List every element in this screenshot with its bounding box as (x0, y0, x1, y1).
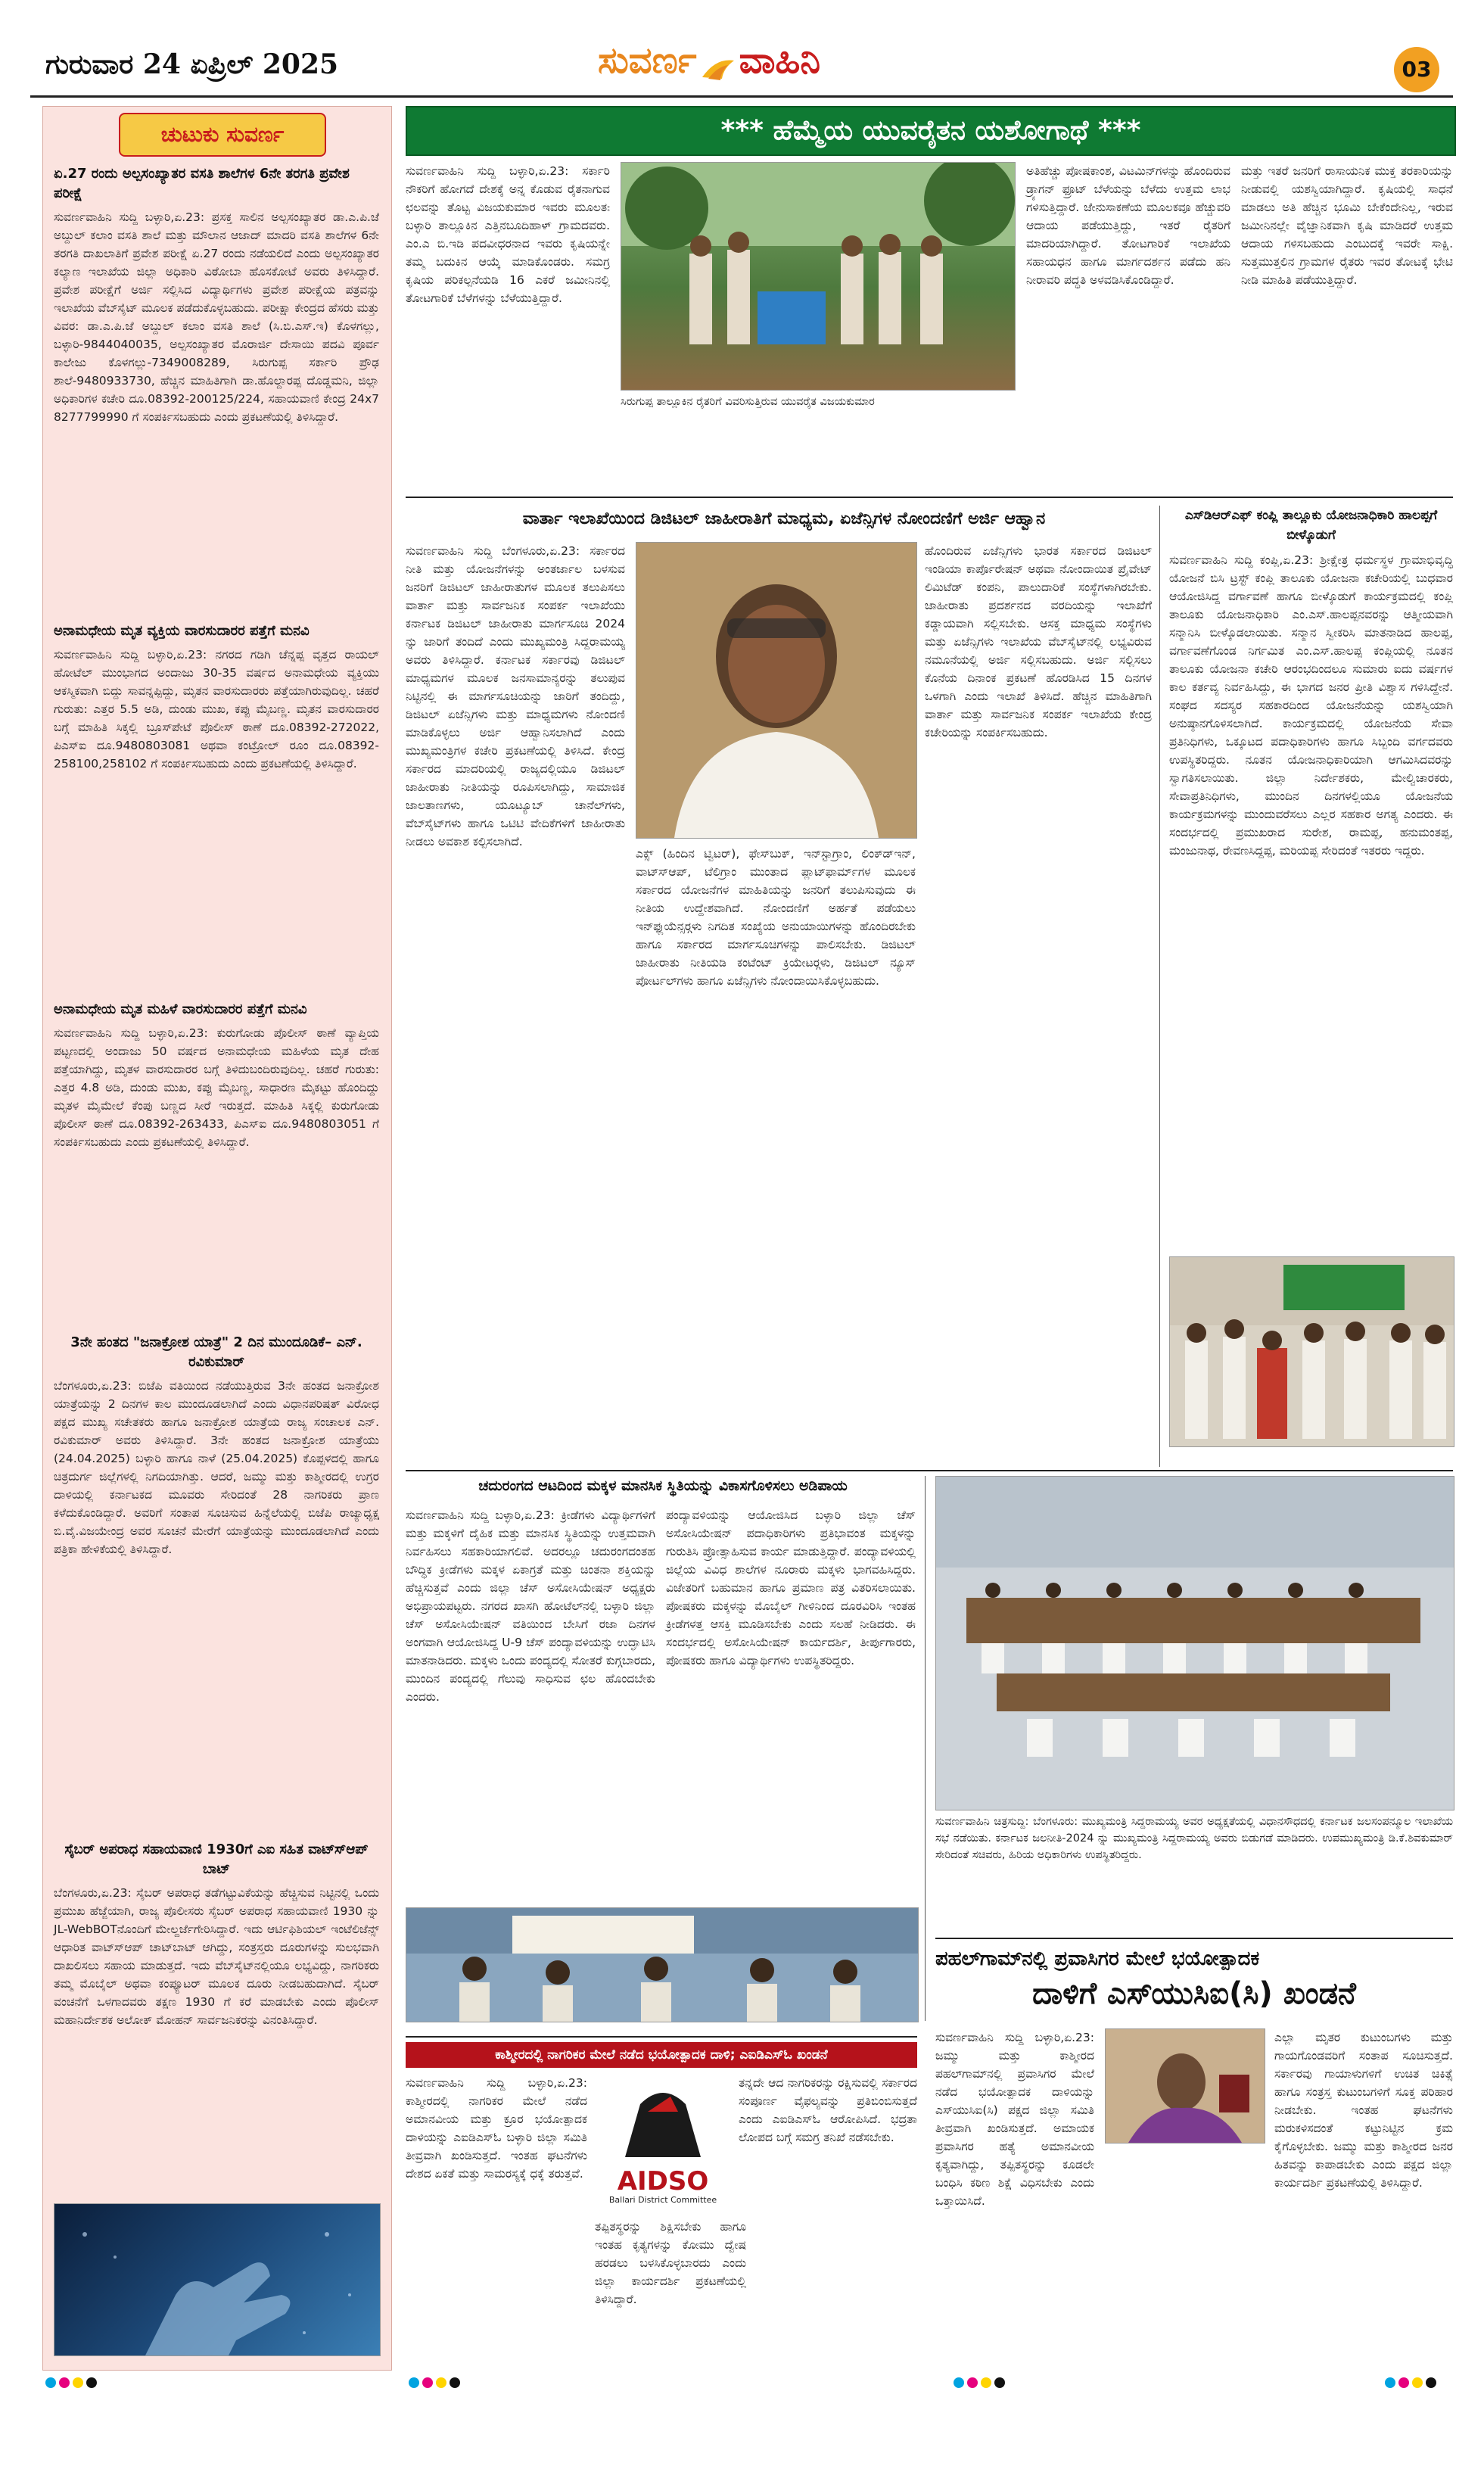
section-rule (935, 1938, 1453, 1939)
logo-flame-icon (701, 56, 736, 83)
chess-col2: ಪಂದ್ಯಾವಳಿಯನ್ನು ಆಯೋಜಿಸಿದ ಬಳ್ಳಾರಿ ಜಿಲ್ಲಾ ಚೆಸ್ ಅಸೋಸಿಯೇಷನ್ ಪದಾಧಿಕಾರಿಗಳು ಪ್ರತಿಭಾವಂತ ಮಕ್ಕಳನ್ನು ಗುರುತಿಸಿ ಪ್ರೋತ್ಸಾಹಿಸುವ ಕಾರ್ಯ ಮಾಡುತ್ತಿದ್ದಾರೆ. ಪಂದ್ಯಾವಳಿಯಲ್ಲಿ ಜಿಲ್ಲೆಯ ವಿವಿಧ ಶಾಲೆಗಳ ನೂರಾರು ಮಕ್ಕಳು ಭಾಗವಹಿಸಿದ್ದರು. ವಿಜೇತರಿಗೆ ಬಹುಮಾನ ಹಾಗೂ ಪ್ರಮಾಣ ಪತ್ರ ವಿತರಿಸಲಾಯಿತು. ಪೋಷಕರು ಮಕ್ಕಳನ್ನು ಮೊಬೈಲ್ ಗೀಳಿನಿಂದ ದೂರವಿರಿಸಿ ಇಂತಹ ಕ್ರೀಡೆಗಳತ್ತ ಆಸಕ್ತಿ ಮೂಡಿಸಬೇಕು ಎಂದು ಸಲಹೆ ನೀಡಿದರು. ಈ ಸಂದರ್ಭದಲ್ಲಿ ಅಸೋಸಿಯೇಷನ್ ಕಾರ್ಯದರ್ಶಿ, ತೀರ್ಪುಗಾರರು, ಪೋಷಕರು ಹಾಗೂ ವಿದ್ಯಾರ್ಥಿಗಳು ಉಪಸ್ಥಿತರಿದ್ದರು. (666, 1508, 916, 1667)
sidebar-article (54, 1333, 379, 1558)
sidebar-title-badge (119, 113, 326, 157)
pahalgam-body-left: ಸುವರ್ಣವಾಹಿನಿ ಸುದ್ದಿ ಬಳ್ಳಾರಿ,ಏ.23: ಜಮ್ಮು ಮತ್ತು ಕಾಶ್ಮೀರದ ಪಹಲ್‍ಗಾಮ್‍ನಲ್ಲಿ ಪ್ರವಾಸಿಗರ ಮೇಲೆ ನಡೆದ ಭಯೋತ್ಪಾದಕ ದಾಳಿಯನ್ನು ಎಸ್‍ಯುಸಿಐ(ಸಿ) ಪಕ್ಷದ ಜಿಲ್ಲಾ ಸಮಿತಿ ತೀವ್ರವಾಗಿ ಖಂಡಿಸುತ್ತದೆ. ಅಮಾಯಕ ಪ್ರವಾಸಿಗರ ಹತ್ಯೆ ಅಮಾನವೀಯ ಕೃತ್ಯವಾಗಿದ್ದು, ತಪ್ಪಿತಸ್ಥರನ್ನು ಕೂಡಲೇ ಬಂಧಿಸಿ ಕಠಿಣ ಶಿಕ್ಷೆ ವಿಧಿಸಬೇಕು ಎಂದು ಒತ್ತಾಯಿಸಿದೆ. (935, 2031, 1094, 2208)
registration-dots-mid (954, 2377, 1008, 2391)
sidebar-headline: 3ನೇ ಹಂತದ "ಜನಾಕ್ರೋಶ ಯಾತ್ರೆ" 2 ದಿನ ಮುಂದೂಡಿಕೆ– ಎನ್. ರವಿಕುಮಾರ್ (70, 1334, 362, 1370)
chess-headline-box (406, 1476, 920, 1496)
feature-left-text: ಸುವರ್ಣವಾಹಿನಿ ಸುದ್ದಿ ಬಳ್ಳಾರಿ,ಏ.23: ಸರ್ಕಾರಿ ನೌಕರಿಗೆ ಹೋಗದೆ ದೇಶಕ್ಕೆ ಅನ್ನ ಕೊಡುವ ರೈತನಾಗುವ ಛಲವನ್ನು ತೊಟ್ಟ ವಿಜಯಕುಮಾರ ಇವರು ಮೂಲತಃ ಬಳ್ಳಾರಿ ತಾಲ್ಲೂಕಿನ ಎತ್ತಿನಬೂದಿಹಾಳ್ ಗ್ರಾಮದವರು. ಎಂ.ಎ ಬಿ.ಇಡಿ ಪದವೀಧರನಾದ ಇವರು ಕೃಷಿಯನ್ನೇ ತಮ್ಮ ಬದುಕಿನ ಆಯ್ಕೆ ಮಾಡಿಕೊಂಡರು. ಸಮಗ್ರ ಕೃಷಿಯ ಪರಿಕಲ್ಪನೆಯಡಿ 16 ಎಕರೆ ಜಮೀನಿನಲ್ಲಿ ತೋಟಗಾರಿಕೆ ಬೆಳೆಗಳನ್ನು ಬೆಳೆಯುತ್ತಿದ್ದಾರೆ. (406, 164, 610, 305)
sidebar-title: ಚುಟುಕು ಸುವರ್ಣ (160, 122, 285, 147)
cm-article-headline-box (406, 506, 1162, 536)
aidso-col2: ತನ್ನದೇ ಆದ ನಾಗರಿಕರನ್ನು ರಕ್ಷಿಸುವಲ್ಲಿ ಸರ್ಕಾರದ ಸಂಪೂರ್ಣ ವೈಫಲ್ಯವನ್ನು ಪ್ರತಿಬಿಂಬಿಸುತ್ತದೆ ಎಂದು ಎಐಡಿಎಸ್‍ಓ ಆರೋಪಿಸಿದೆ. ಭದ್ರತಾ ಲೋಪದ ಬಗ್ಗೆ ಸಮಗ್ರ ತನಿಖೆ ನಡೆಸಬೇಕು. (739, 2076, 917, 2144)
feature-right-text: ಅತಿಹೆಚ್ಚು ಪೋಷಕಾಂಶ, ವಿಟಮಿನ್‍ಗಳನ್ನು ಹೊಂದಿರುವ ಡ್ರ್ಯಾಗನ್ ಫ್ರೂಟ್ ಬೆಳೆಯನ್ನು ಬೆಳೆದು ಉತ್ತಮ ಲಾಭ ಗಳಿಸುತ್ತಿದ್ದಾರೆ. ಜೇನುಸಾಕಣೆಯ ಮೂಲಕವೂ ಹೆಚ್ಚುವರಿ ಆದಾಯ ಪಡೆಯುತ್ತಿದ್ದು, ಇತರೆ ರೈತರಿಗೆ ಮಾದರಿಯಾಗಿದ್ದಾರೆ. ತೋಟಗಾರಿಕೆ ಇಲಾಖೆಯ ಸಹಾಯಧನ ಹಾಗೂ ಮಾರ್ಗದರ್ಶನ ಪಡೆದು ಹನಿ ನೀರಾವರಿ ಪದ್ಧತಿ ಅಳವಡಿಸಿಕೊಂಡಿದ್ದಾರೆ. (1026, 164, 1230, 287)
sidebar-headline: ಏ.27 ರಂದು ಅಲ್ಪಸಂಖ್ಯಾತರ ವಸತಿ ಶಾಲೆಗಳ 6ನೇ ತರಗತಿ ಪ್ರವೇಶ ಪರೀಕ್ಷೆ (54, 166, 350, 201)
column-divider (925, 1476, 926, 2021)
chess-col1: ಸುವರ್ಣವಾಹಿನಿ ಸುದ್ದಿ ಬಳ್ಳಾರಿ,ಏ.23: ಕ್ರೀಡೆಗಳು ವಿದ್ಯಾರ್ಥಿಗಳಿಗೆ ಮತ್ತು ಮಕ್ಕಳಿಗೆ ದೈಹಿಕ ಮತ್ತು ಮಾನಸಿಕ ಸ್ಥಿತಿಯನ್ನು ಉತ್ತಮವಾಗಿ ನಿರ್ವಹಿಸಲು ಸಹಕಾರಿಯಾಗಲಿವೆ. ಅದರಲ್ಲೂ ಚದುರಂಗದಂತಹ ಬೌದ್ಧಿಕ ಕ್ರೀಡೆಗಳು ಮಕ್ಕಳ ಏಕಾಗ್ರತೆ ಮತ್ತು ಚಿಂತನಾ ಶಕ್ತಿಯನ್ನು ಹೆಚ್ಚಿಸುತ್ತವೆ ಎಂದು ಜಿಲ್ಲಾ ಚೆಸ್ ಅಸೋಸಿಯೇಷನ್ ಅಧ್ಯಕ್ಷರು ಅಭಿಪ್ರಾಯಪಟ್ಟರು. ನಗರದ ಖಾಸಗಿ ಹೋಟೆಲ್‍ನಲ್ಲಿ ಬಳ್ಳಾರಿ ಜಿಲ್ಲಾ ಚೆಸ್ ಅಸೋಸಿಯೇಷನ್ ವತಿಯಿಂದ ಬೇಸಿಗೆ ರಜಾ ದಿನಗಳ ಅಂಗವಾಗಿ ಆಯೋಜಿಸಿದ್ದ U-9 ಚೆಸ್ ಪಂದ್ಯಾವಳಿಯನ್ನು ಉದ್ಘಾಟಿಸಿ ಮಾತನಾಡಿದರು. ಮಕ್ಕಳು ಒಂದು ಪಂದ್ಯದಲ್ಲಿ ಸೋತರೆ ಕುಗ್ಗಬಾರದು, ಮುಂದಿನ ಪಂದ್ಯದಲ್ಲಿ ಗೆಲುವು ಸಾಧಿಸುವ ಛಲ ಹೊಂದಬೇಕು ಎಂದರು. (406, 1508, 655, 1704)
column-divider (1159, 506, 1160, 1467)
feature-banner-title: *** ಹೆಮ್ಮೆಯ ಯುವರೈತನ ಯಶೋಗಾಥೆ *** (720, 115, 1141, 146)
cm-article-col2: ಎಕ್ಸ್ (ಹಿಂದಿನ ಟ್ವಿಟರ್), ಫೇಸ್‍ಬುಕ್, ಇನ್‍ಸ್ಟಾಗ್ರಾಂ, ಲಿಂಕ್ಡ್‍ಇನ್, ವಾಟ್ಸ್‍ಆಪ್, ಟೆಲಿಗ್ರಾಂ ಮುಂತಾದ ಪ್ಲಾಟ್‍ಫಾರ್ಮ್‍ಗಳ ಮೂಲಕ ಸರ್ಕಾರದ ಯೋಜನೆಗಳ ಮಾಹಿತಿಯನ್ನು ಜನರಿಗೆ ತಲುಪಿಸುವುದು ಈ ನೀತಿಯ ಉದ್ದೇಶವಾಗಿದೆ. ನೋಂದಣಿಗೆ ಅರ್ಹತೆ ಪಡೆಯಲು ಇನ್‍ಫ್ಲುಯೆನ್ಸರ್‍ಗಳು ನಿಗದಿತ ಸಂಖ್ಯೆಯ ಅನುಯಾಯಿಗಳನ್ನು ಹೊಂದಿರಬೇಕು ಹಾಗೂ ಸರ್ಕಾರದ ಮಾರ್ಗಸೂಚಿಗಳನ್ನು ಪಾಲಿಸಬೇಕು. ಡಿಜಿಟಲ್ ಜಾಹೀರಾತು ನೀತಿಯಡಿ ಕಂಟೆಂಟ್ ಕ್ರಿಯೇಟರ್‍ಗಳು, ಡಿಜಿಟಲ್ ನ್ಯೂಸ್ ಪೋರ್ಟಲ್‍ಗಳು ಹಾಗೂ ಏಜೆನ್ಸಿಗಳು ನೋಂದಾಯಿಸಿಕೊಳ್ಳಬಹುದು. (636, 847, 916, 988)
kampli-article (1169, 506, 1453, 860)
sidebar-headline: ಅನಾಮಧೇಯ ಮೃತ ಮಹಿಳೆ ವಾರಸುದಾರರ ಪತ್ತೆಗೆ ಮನವಿ (54, 1001, 307, 1017)
logo-left: ಸುವರ್ಣ (598, 39, 697, 82)
sidebar-body: ಸುವರ್ಣವಾಹಿನಿ ಸುದ್ದಿ ಬಳ್ಳಾರಿ,ಏ.23: ನಗರದ ಗಡಿಗಿ ಚೆನ್ನಪ್ಪ ವೃತ್ತದ ರಾಯಲ್ ಹೋಟೆಲ್ ಮುಂಭಾಗದ ಅಂದಾಜು 30-35 ವರ್ಷದ ಅನಾಮಧೇಯ ವ್ಯಕ್ತಿಯು ಆಕಸ್ಮಿಕವಾಗಿ ಬಿದ್ದು ಸಾವನ್ನಪ್ಪಿದ್ದು, ಮೃತನ ವಾರಸುದಾರರು ಪತ್ತೆಯಾಗಿರುವುದಿಲ್ಲ. ಚಹರೆ ಗುರುತು: ಎತ್ತರ 5.5 ಅಡಿ, ದುಂಡು ಮುಖ, ಕಪ್ಪು ಮೈಬಣ್ಣ. ಮೃತನ ವಾರಸುದಾರರ ಬಗ್ಗೆ ಮಾಹಿತಿ ಸಿಕ್ಕಲ್ಲಿ ಬ್ರೂಸ್‍ಪೇಟೆ ಪೊಲೀಸ್ ಠಾಣೆ ದೂ.08392-272022, ಪಿಎಸ್‍ಐ ದೂ.9480803081 ಅಥವಾ ಕಂಟ್ರೋಲ್ ರೂಂ ದೂ.08392-258100,258102 ಗೆ ಸಂಪರ್ಕಿಸಬಹುದು ಎಂದು ಪ್ರಕಟಣೆಯಲ್ಲಿ ತಿಳಿಸಿದ್ದಾರೆ. (54, 648, 379, 771)
feature-banner (406, 106, 1456, 156)
sidebar-article (54, 1000, 379, 1151)
aidso-col1: ಸುವರ್ಣವಾಹಿನಿ ಸುದ್ದಿ ಬಳ್ಳಾರಿ,ಏ.23: ಕಾಶ್ಮೀರದಲ್ಲಿ ನಾಗರಿಕರ ಮೇಲೆ ನಡೆದ ಅಮಾನವೀಯ ಮತ್ತು ಕ್ರೂರ ಭಯೋತ್ಪಾದಕ ದಾಳಿಯನ್ನು ಎಐಡಿಎಸ್‍ಓ ಬಳ್ಳಾರಿ ಜಿಲ್ಲಾ ಸಮಿತಿ ತೀವ್ರವಾಗಿ ಖಂಡಿಸುತ್ತದೆ. ಇಂತಹ ಘಟನೆಗಳು ದೇಶದ ಏಕತೆ ಮತ್ತು ಸಾಮರಸ್ಯಕ್ಕೆ ಧಕ್ಕೆ ತರುತ್ತವೆ. (406, 2076, 587, 2181)
farewell-photo (1169, 1256, 1454, 1447)
masthead-logo (598, 39, 820, 85)
pahalgam-kicker: ಪಹಲ್‍ಗಾಮ್‍ನಲ್ಲಿ ಪ್ರವಾಸಿಗರ ಮೇಲೆ ಭಯೋತ್ಪಾದಕ (935, 1947, 1260, 1970)
page-number: 03 (1402, 57, 1432, 82)
sidebar (42, 106, 392, 2371)
sidebar-body: ಬೆಂಗಳೂರು,ಏ.23: ಬಿಜೆಪಿ ವತಿಯಿಂದ ನಡೆಯುತ್ತಿರುವ 3ನೇ ಹಂತದ ಜನಾಕ್ರೋಶ ಯಾತ್ರೆಯನ್ನು 2 ದಿನಗಳ ಕಾಲ ಮುಂದೂಡಲಾಗಿದೆ ಎಂದು ವಿಧಾನಪರಿಷತ್ ವಿರೋಧ ಪಕ್ಷದ ಮುಖ್ಯ ಸಚೇತಕರು ಹಾಗೂ ಜನಾಕ್ರೋಶ ಯಾತ್ರೆಯ ರಾಜ್ಯ ಸಂಚಾಲಕ ಎನ್. ರವಿಕುಮಾರ್ ಅವರು ತಿಳಿಸಿದ್ದಾರೆ. 3ನೇ ಹಂತದ ಜನಾಕ್ರೋಶ ಯಾತ್ರೆಯು (24.04.2025) ಬಳ್ಳಾರಿ ಹಾಗೂ ನಾಳೆ (25.04.2025) ಕೊಪ್ಪಳದಲ್ಲಿ ಹಾಗೂ ಚಿತ್ರದುರ್ಗ ಜಿಲ್ಲೆಗಳಲ್ಲಿ ನಿಗದಿಯಾಗಿತ್ತು. ಆದರೆ, ಜಮ್ಮು ಮತ್ತು ಕಾಶ್ಮೀರದಲ್ಲಿ ಉಗ್ರರ ದಾಳಿಯಲ್ಲಿ ಕರ್ನಾಟಕದ ಮೂವರು ಸೇರಿದಂತೆ 28 ನಾಗರಿಕರು ಪ್ರಾಣ ಕಳೆದುಕೊಂಡಿದ್ದಾರೆ. ಅವರಿಗೆ ಸಂತಾಪ ಸೂಚಿಸುವ ಹಿನ್ನೆಲೆಯಲ್ಲಿ ಬಿಜೆಪಿ ರಾಜ್ಯಾಧ್ಯಕ್ಷ ಬಿ.ವೈ.ವಿಜಯೇಂದ್ರ ಅವರ ಸೂಚನೆ ಮೇರೆಗೆ ಯಾತ್ರೆಯನ್ನು ಮುಂದೂಡಲಾಗಿದೆ ಎಂದು ಪತ್ರಿಕಾ ಹೇಳಿಕೆಯಲ್ಲಿ ತಿಳಿಸಿದ್ದಾರೆ. (54, 1379, 379, 1556)
chess-event-photo (406, 1907, 919, 2022)
registration-dots-right (1385, 2377, 1439, 2391)
cm-photo (636, 542, 917, 839)
page-number-badge (1394, 47, 1439, 92)
sidebar-headline: ಸೈಬರ್ ಅಪರಾಧ ಸಹಾಯವಾಣಿ 1930ಗೆ ಎಐ ಸಹಿತ ವಾಟ್ಸ್‍ಆಪ್ ಬಾಟ್ (64, 1842, 369, 1877)
registration-dots-left (45, 2377, 100, 2391)
farmer-photo-caption: ಸಿರುಗುಪ್ಪ ತಾಲ್ಲೂಕಿನ ರೈತರಿಗೆ ವಿವರಿಸುತ್ತಿರುವ ಯುವರೈತ ವಿಜಯಕುಮಾರ (621, 396, 875, 408)
cm-article-col3: ಹೊಂದಿರುವ ಏಜೆನ್ಸಿಗಳು ಭಾರತ ಸರ್ಕಾರದ ಡಿಜಿಟಲ್ ಇಂಡಿಯಾ ಕಾರ್ಪೊರೇಷನ್ ಅಥವಾ ನೋಂದಾಯಿತ ಪ್ರೈವೇಟ್ ಲಿಮಿಟೆಡ್ ಕಂಪನಿ, ಪಾಲುದಾರಿಕೆ ಸಂಸ್ಥೆಗಳಾಗಿರಬೇಕು. ಜಾಹೀರಾತು ಪ್ರದರ್ಶನದ ವರದಿಯನ್ನು ಇಲಾಖೆಗೆ ಕಡ್ಡಾಯವಾಗಿ ಸಲ್ಲಿಸಬೇಕು. ಆಸಕ್ತ ಮಾಧ್ಯಮ ಸಂಸ್ಥೆಗಳು ಮತ್ತು ಏಜೆನ್ಸಿಗಳು ಇಲಾಖೆಯ ವೆಬ್‍ಸೈಟ್‍ನಲ್ಲಿ ಲಭ್ಯವಿರುವ ನಮೂನೆಯಲ್ಲಿ ಅರ್ಜಿ ಸಲ್ಲಿಸಬಹುದು. ಅರ್ಜಿ ಸಲ್ಲಿಸಲು ಕೊನೆಯ ದಿನಾಂಕ ಪ್ರಕಟಣೆ ಹೊರಡಿಸಿದ 15 ದಿನಗಳ ಒಳಗಾಗಿ ಎಂದು ಇಲಾಖೆ ತಿಳಿಸಿದೆ. ಹೆಚ್ಚಿನ ಮಾಹಿತಿಗಾಗಿ ವಾರ್ತಾ ಮತ್ತು ಸಾರ್ವಜನಿಕ ಸಂಪರ್ಕ ಇಲಾಖೆಯ ಕೇಂದ್ರ ಕಚೇರಿಯನ್ನು ಸಂಪರ್ಕಿಸಬಹುದು. (925, 544, 1152, 739)
masthead (0, 0, 1484, 98)
chess-headline: ಚದುರಂಗದ ಆಟದಿಂದ ಮಕ್ಕಳ ಮಾನಸಿಕ ಸ್ಥಿತಿಯನ್ನು ವಿಕಾಸಗೊಳಿಸಲು ಅಡಿಪಾಯ (478, 1477, 848, 1494)
kampli-body: ಸುವರ್ಣವಾಹಿನಿ ಸುದ್ದಿ ಕಂಪ್ಲಿ,ಏ.23: ಶ್ರೀಕ್ಷೇತ್ರ ಧರ್ಮಸ್ಥಳ ಗ್ರಾಮಾಭಿವೃದ್ಧಿ ಯೋಜನೆ ಬಿಸಿ ಟ್ರಸ್ಟ್ ಕಂಪ್ಲಿ ತಾಲೂಕು ಯೋಜನಾ ಕಚೇರಿಯಲ್ಲಿ ಬುಧವಾರ ಆಯೋಜಿಸಿದ್ದ ವರ್ಗಾವಣೆ ಹಾಗೂ ಬೀಳ್ಕೊಡುಗೆ ಕಾರ್ಯಕ್ರಮದಲ್ಲಿ ಕಂಪ್ಲಿ ತಾಲೂಕು ಯೋಜನಾಧಿಕಾರಿ ಎಂ.ಎಸ್.ಹಾಲಪ್ಪನವರನ್ನು ಆತ್ಮೀಯವಾಗಿ ಸನ್ಮಾನಿಸಿ ಬೀಳ್ಕೊಡಲಾಯಿತು. ಸನ್ಮಾನ ಸ್ವೀಕರಿಸಿ ಮಾತನಾಡಿದ ಹಾಲಪ್ಪ, ವರ್ಗಾವಣೆಗೊಂಡ ನಿರ್ಗಮಿತ ಎಂ.ಎಸ್.ಹಾಲಪ್ಪ ಕಂಪ್ಲಿಯಲ್ಲಿ ನೂತನ ತಾಲೂಕು ಯೋಜನಾ ಕಚೇರಿ ಆರಂಭದಿಂದಲೂ ಸುಮಾರು ಐದು ವರ್ಷಗಳ ಕಾಲ ಕರ್ತವ್ಯ ನಿರ್ವಹಿಸಿದ್ದು, ಈ ಭಾಗದ ಜನರ ಪ್ರೀತಿ ವಿಶ್ವಾಸ ಗಳಿಸಿದ್ದೇನೆ. ಸಂಘದ ಸದಸ್ಯರ ಸಹಕಾರದಿಂದ ಯೋಜನೆಯನ್ನು ಯಶಸ್ವಿಯಾಗಿ ಅನುಷ್ಠಾನಗೊಳಿಸಲಾಗಿದೆ. ಕಾರ್ಯಕ್ರಮದಲ್ಲಿ ಯೋಜನೆಯ ಸೇವಾ ಪ್ರತಿನಿಧಿಗಳು, ಒಕ್ಕೂಟದ ಪದಾಧಿಕಾರಿಗಳು ಹಾಗೂ ಸಿಬ್ಬಂದಿ ವರ್ಗದವರು ಉಪಸ್ಥಿತರಿದ್ದರು. ನೂತನ ಯೋಜನಾಧಿಕಾರಿಯಾಗಿ ಆಗಮಿಸಿದವರನ್ನು ಸ್ವಾಗತಿಸಲಾಯಿತು. ಜಿಲ್ಲಾ ನಿರ್ದೇಶಕರು, ಮೇಲ್ವಿಚಾರಕರು, ಸೇವಾಪ್ರತಿನಿಧಿಗಳು, ಮುಂದಿನ ದಿನಗಳಲ್ಲಿಯೂ ಯೋಜನೆಯ ಕಾರ್ಯಕ್ರಮಗಳನ್ನು ಮುಂದುವರೆಸಲು ಎಲ್ಲರ ಸಹಕಾರ ಅಗತ್ಯ ಎಂದರು. ಈ ಸಂದರ್ಭದಲ್ಲಿ ಪ್ರಮುಖರಾದ ಸುರೇಶ, ರಾಮಪ್ಪ, ಹನುಮಂತಪ್ಪ, ಮಂಜುನಾಥ, ರೇವಣಸಿದ್ದಪ್ಪ, ಮರಿಯಪ್ಪ ಸೇರಿದಂತೆ ಇತರರು ಇದ್ದರು. (1169, 553, 1453, 858)
farmer-photo (621, 162, 1016, 391)
sidebar-headline: ಅನಾಮಧೇಯ ಮೃತ ವ್ಯಕ್ತಿಯ ವಾರಸುದಾರರ ಪತ್ತೆಗೆ ಮನವಿ (54, 623, 310, 639)
pahalgam-heading (935, 1945, 1453, 2015)
cyber-hand-image (54, 2203, 381, 2356)
meeting-photo (935, 1476, 1454, 1810)
section-rule (406, 1470, 1453, 1471)
cm-article-headline: ವಾರ್ತಾ ಇಲಾಖೆಯಿಂದ ಡಿಜಿಟಲ್ ಜಾಹೀರಾತಿಗೆ ಮಾಧ್ಯಮ, ಏಜೆನ್ಸಿಗಳ ನೋಂದಣಿಗೆ ಅರ್ಜಿ ಆಹ್ವಾನ (522, 509, 1046, 528)
cm-article-col1: ಸುವರ್ಣವಾಹಿನಿ ಸುದ್ದಿ ಬೆಂಗಳೂರು,ಏ.23: ಸರ್ಕಾರದ ನೀತಿ ಮತ್ತು ಯೋಜನೆಗಳನ್ನು ಅಂತರ್ಜಾಲ ಬಳಸುವ ಜನರಿಗೆ ಡಿಜಿಟಲ್ ಜಾಹೀರಾತುಗಳ ಮೂಲಕ ತಲುಪಿಸಲು ವಾರ್ತಾ ಮತ್ತು ಸಾರ್ವಜನಿಕ ಸಂಪರ್ಕ ಇಲಾಖೆಯು ಕರ್ನಾಟಕ ಡಿಜಿಟಲ್ ಜಾಹೀರಾತು ಮಾರ್ಗಸೂಚಿ 2024 ನ್ನು ಜಾರಿಗೆ ತಂದಿದೆ ಎಂದು ಮುಖ್ಯಮಂತ್ರಿ ಸಿದ್ದರಾಮಯ್ಯ ಅವರು ತಿಳಿಸಿದ್ದಾರೆ. ಕರ್ನಾಟಕ ಸರ್ಕಾರವು ಡಿಜಿಟಲ್ ಮಾಧ್ಯಮಗಳ ಮೂಲಕ ಜನಸಾಮಾನ್ಯರನ್ನು ತಲುಪುವ ನಿಟ್ಟಿನಲ್ಲಿ ಈ ಮಾರ್ಗಸೂಚಿಯನ್ನು ಜಾರಿಗೆ ತಂದಿದ್ದು, ಡಿಜಿಟಲ್ ಏಜೆನ್ಸಿಗಳು ಮತ್ತು ಮಾಧ್ಯಮಗಳು ನೋಂದಣಿ ಮಾಡಿಕೊಳ್ಳಲು ಅರ್ಜಿ ಆಹ್ವಾನಿಸಲಾಗಿದೆ ಎಂದು ಮುಖ್ಯಮಂತ್ರಿಗಳ ಕಚೇರಿ ಪ್ರಕಟಣೆಯಲ್ಲಿ ತಿಳಿಸಿದೆ. ಕೇಂದ್ರ ಸರ್ಕಾರದ ಮಾದರಿಯಲ್ಲಿ ರಾಜ್ಯದಲ್ಲಿಯೂ ಡಿಜಿಟಲ್ ಜಾಹೀರಾತು ನೀತಿಯನ್ನು ರೂಪಿಸಲಾಗಿದ್ದು, ಸಾಮಾಜಿಕ ಜಾಲತಾಣಗಳು, ಯೂಟ್ಯೂಬ್ ಚಾನೆಲ್‍ಗಳು, ವೆಬ್‍ಸೈಟ್‍ಗಳು ಹಾಗೂ ಒಟಿಟಿ ವೇದಿಕೆಗಳಿಗೆ ಜಾಹೀರಾತು ನೀಡಲು ಅವಕಾಶ ಕಲ್ಪಿಸಲಾಗಿದೆ. (406, 544, 625, 848)
pahalgam-body-right: ಎಲ್ಲಾ ಮೃತರ ಕುಟುಂಬಗಳು ಮತ್ತು ಗಾಯಗೊಂಡವರಿಗೆ ಸಂತಾಪ ಸೂಚಿಸುತ್ತದೆ. ಸರ್ಕಾರವು ಗಾಯಾಳುಗಳಿಗೆ ಉಚಿತ ಚಿಕಿತ್ಸೆ ಹಾಗೂ ಸಂತ್ರಸ್ತ ಕುಟುಂಬಗಳಿಗೆ ಸೂಕ್ತ ಪರಿಹಾರ ನೀಡಬೇಕು. ಇಂತಹ ಘಟನೆಗಳು ಮರುಕಳಿಸದಂತೆ ಕಟ್ಟುನಿಟ್ಟಿನ ಕ್ರಮ ಕೈಗೊಳ್ಳಬೇಕು. ಜಮ್ಮು ಮತ್ತು ಕಾಶ್ಮೀರದ ಜನರ ಹಿತವನ್ನು ಕಾಪಾಡಬೇಕು ಎಂದು ಪಕ್ಷದ ಜಿಲ್ಲಾ ಕಾರ್ಯದರ್ಶಿ ಪ್ರಕಟಣೆಯಲ್ಲಿ ತಿಳಿಸಿದ್ದಾರೆ. (1274, 2031, 1453, 2190)
aidso-col3: ತಪ್ಪಿತಸ್ಥರನ್ನು ಶಿಕ್ಷಿಸಬೇಕು ಹಾಗೂ ಇಂತಹ ಕೃತ್ಯಗಳನ್ನು ಕೋಮು ದ್ವೇಷ ಹರಡಲು ಬಳಸಿಕೊಳ್ಳಬಾರದು ಎಂದು ಜಿಲ್ಲಾ ಕಾರ್ಯದರ್ಶಿ ಪ್ರಕಟಣೆಯಲ್ಲಿ ತಿಳಿಸಿದ್ದಾರೆ. (595, 2220, 746, 2306)
sidebar-body: ಬೆಂಗಳೂರು,ಏ.23: ಸೈಬರ್ ಅಪರಾಧ ತಡೆಗಟ್ಟುವಿಕೆಯನ್ನು ಹೆಚ್ಚಿಸುವ ನಿಟ್ಟಿನಲ್ಲಿ ಒಂದು ಪ್ರಮುಖ ಹೆಜ್ಜೆಯಾಗಿ, ರಾಜ್ಯ ಪೊಲೀಸರು ಸೈಬರ್ ಅಪರಾಧ ಸಹಾಯವಾಣಿ 1930 ನ್ನು JL-WebBOTನೊಂದಿಗೆ ಮೇಲ್ದರ್ಜೆಗೇರಿಸಿದ್ದಾರೆ. ಇದು ಆರ್ಟಿಫಿಶಿಯಲ್ ಇಂಟೆಲಿಜೆನ್ಸ್ ಆಧಾರಿತ ವಾಟ್ಸ್‍ಆಪ್ ಚಾಟ್‍ಬಾಟ್ ಆಗಿದ್ದು, ಸಂತ್ರಸ್ತರು ದೂರುಗಳನ್ನು ಸುಲಭವಾಗಿ ದಾಖಲಿಸಲು ಸಹಾಯ ಮಾಡುತ್ತದೆ. ಇದು ವೆಬ್‍ಸೈಟ್‍ನಲ್ಲಿಯೂ ಲಭ್ಯವಿದ್ದು, ನಾಗರಿಕರು ತಮ್ಮ ಮೊಬೈಲ್ ಅಥವಾ ಕಂಪ್ಯೂಟರ್ ಮೂಲಕ ದೂರು ನೀಡಬಹುದಾಗಿದೆ. ಸೈಬರ್ ವಂಚನೆಗೆ ಒಳಗಾದವರು ತಕ್ಷಣ 1930 ಗೆ ಕರೆ ಮಾಡಬೇಕು ಎಂದು ಪೊಲೀಸ್ ಮಹಾನಿರ್ದೇಶಕ ಅಲೋಕ್ ಮೋಹನ್ ಸಾರ್ವಜನಿಕರನ್ನು ವಿನಂತಿಸಿದ್ದಾರೆ. (54, 1886, 379, 2027)
meeting-photo-caption: ಸುವರ್ಣವಾಹಿನಿ ಚಿತ್ರಸುದ್ದಿ: ಬೆಂಗಳೂರು: ಮುಖ್ಯಮಂತ್ರಿ ಸಿದ್ದರಾಮಯ್ಯ ಅವರ ಅಧ್ಯಕ್ಷತೆಯಲ್ಲಿ ವಿಧಾನಸೌಧದಲ್ಲಿ ಕರ್ನಾಟಕ ಜಲಸಂಪನ್ಮೂಲ ಇಲಾಖೆಯ ಸಭೆ ನಡೆಯಿತು. ಕರ್ನಾಟಕ ಜಲನೀತಿ-2024 ನ್ನು ಮುಖ್ಯಮಂತ್ರಿ ಸಿದ್ದರಾಮಯ್ಯ ಅವರು ಬಿಡುಗಡೆ ಮಾಡಿದರು. ಉಪಮುಖ್ಯಮಂತ್ರಿ ಡಿ.ಕೆ.ಶಿವಕುಮಾರ್ ಸೇರಿದಂತೆ ಸಚಿವರು, ಹಿರಿಯ ಅಧಿಕಾರಿಗಳು ಉಪಸ್ಥಿತರಿದ್ದರು. (935, 1816, 1453, 1861)
aidso-logo (595, 2081, 731, 2210)
pahalgam-headline: ದಾಳಿಗೆ ಎಸ್‍ಯುಸಿಐ(ಸಿ) ಖಂಡನೆ (1032, 1976, 1356, 2011)
feature-right-text-2: ಮತ್ತು ಇತರೆ ಜನರಿಗೆ ರಾಸಾಯನಿಕ ಮುಕ್ತ ತರಕಾರಿಯನ್ನು ನೀಡುವಲ್ಲಿ ಯಶಸ್ವಿಯಾಗಿದ್ದಾರೆ. ಕೃಷಿಯಲ್ಲಿ ಸಾಧನೆ ಮಾಡಲು ಅತಿ ಹೆಚ್ಚಿನ ಭೂಮಿ ಬೇಕೆಂದೇನಿಲ್ಲ, ಇರುವ ಜಮೀನಿನಲ್ಲೇ ವೈಜ್ಞಾನಿಕವಾಗಿ ಕೃಷಿ ಮಾಡಿದರೆ ಉತ್ತಮ ಆದಾಯ ಗಳಿಸಬಹುದು ಎಂಬುದಕ್ಕೆ ಇವರೇ ಸಾಕ್ಷಿ. ಸುತ್ತಮುತ್ತಲಿನ ಗ್ರಾಮಗಳ ರೈತರು ಇವರ ತೋಟಕ್ಕೆ ಭೇಟಿ ನೀಡಿ ಮಾಹಿತಿ ಪಡೆಯುತ್ತಿದ್ದಾರೆ. (1241, 164, 1453, 287)
registration-dots-center (409, 2377, 463, 2391)
aidso-logo-sub: Ballari District Committee (608, 2195, 717, 2205)
sidebar-body: ಸುವರ್ಣವಾಹಿನಿ ಸುದ್ದಿ ಬಳ್ಳಾರಿ,ಏ.23: ಪ್ರಸಕ್ತ ಸಾಲಿನ ಅಲ್ಪಸಂಖ್ಯಾತರ ಡಾ.ಎ.ಪಿ.ಜೆ ಅಬ್ದುಲ್ ಕಲಾಂ ವಸತಿ ಶಾಲೆ ಮತ್ತು ಮೌಲಾನ ಆಜಾದ್ ಮಾದರಿ ವಸತಿ ಶಾಲೆಗಳ 6ನೇ ತರಗತಿ ದಾಖಲಾತಿಗೆ ಪ್ರವೇಶ ಪರೀಕ್ಷೆ ಏ.27 ರಂದು ನಡೆಯಲಿದೆ ಎಂದು ಅಲ್ಪಸಂಖ್ಯಾತರ ಕಲ್ಯಾಣ ಇಲಾಖೆಯ ಜಿಲ್ಲಾ ಅಧಿಕಾರಿ ವಿಠೋಬಾ ಹೊಸಕೋಟೆ ಅವರು ತಿಳಿಸಿದ್ದಾರೆ. ಪ್ರವೇಶ ಪರೀಕ್ಷೆಗೆ ಅರ್ಜಿ ಸಲ್ಲಿಸಿದ ವಿದ್ಯಾರ್ಥಿಗಳು ಪ್ರವೇಶ ಪರೀಕ್ಷೆಯ ಪತ್ರವನ್ನು ಇಲಾಖೆಯ ವೆಬ್‍ಸೈಟ್ ಮೂಲಕ ಪಡೆದುಕೊಳ್ಳಬಹುದು. ಪರೀಕ್ಷಾ ಕೇಂದ್ರದ ಹೆಸರು ಮತ್ತು ವಿವರ: ಡಾ.ಎ.ಪಿ.ಜೆ ಅಬ್ದುಲ್ ಕಲಾಂ ವಸತಿ ಶಾಲೆ (ಸಿ.ಬಿ.ಎಸ್.ಇ) ಕೊಳಗಲ್ಲು, ಬಳ್ಳಾರಿ-9844040035, ಅಲ್ಪಸಂಖ್ಯಾತರ ಮೊರಾರ್ಜಿ ದೇಸಾಯಿ ಪದವಿ ಪೂರ್ವ ಕಾಲೇಜು ಕೊಳಗಲ್ಲು-7349008289, ಸಿರುಗುಪ್ಪ ಸರ್ಕಾರಿ ಪ್ರೌಢ ಶಾಲೆ-9480933730, ಹೆಚ್ಚಿನ ಮಾಹಿತಿಗಾಗಿ ಡಾ.ಹೊಲ್ದಾರಪ್ಪ ದೊಡ್ಡಮನಿ, ಜಿಲ್ಲಾ ಅಧಿಕಾರಿಗಳ ಕಚೇರಿ ದೂ.08392-200125/224, ಸಹಾಯವಾಣಿ ಕೇಂದ್ರ 24x7 8277799990 ಗೆ ಸಂಪರ್ಕಿಸಬಹುದು ಎಂದು ಪ್ರಕಟಣೆಯಲ್ಲಿ ತಿಳಿಸಿದ್ದಾರೆ. (54, 210, 379, 424)
aidso-logo-text: AIDSO (617, 2166, 709, 2196)
logo-right: ವಾಹಿನಿ (739, 39, 821, 82)
sidebar-article (54, 1840, 379, 2029)
sidebar-body: ಸುವರ್ಣವಾಹಿನಿ ಸುದ್ದಿ ಬಳ್ಳಾರಿ,ಏ.23: ಕುರುಗೋಡು ಪೊಲೀಸ್ ಠಾಣೆ ವ್ಯಾಪ್ತಿಯ ಪಟ್ಟಣದಲ್ಲಿ ಅಂದಾಜು 50 ವರ್ಷದ ಅನಾಮಧೇಯ ಮಹಿಳೆಯ ಮೃತ ದೇಹ ಪತ್ತೆಯಾಗಿದ್ದು, ಮೃತಳ ವಾರಸುದಾರರ ಬಗ್ಗೆ ತಿಳಿದುಬಂದಿರುವುದಿಲ್ಲ. ಚಹರೆ ಗುರುತು: ಎತ್ತರ 4.8 ಅಡಿ, ದುಂಡು ಮುಖ, ಕಪ್ಪು ಮೈಬಣ್ಣ, ಸಾಧಾರಣ ಮೈಕಟ್ಟು ಹೊಂದಿದ್ದು ಮೃತಳ ಮೈಮೇಲೆ ಕೆಂಪು ಬಣ್ಣದ ಸೀರೆ ಇರುತ್ತದೆ. ಮಾಹಿತಿ ಸಿಕ್ಕಲ್ಲಿ ಕುರುಗೋಡು ಪೊಲೀಸ್ ಠಾಣೆ ದೂ.08392-263433, ಪಿಎಸ್‍ಐ ದೂ.9480803051 ಗೆ ಸಂಪರ್ಕಿಸಬಹುದು ಎಂದು ಪ್ರಕಟಣೆಯಲ್ಲಿ ತಿಳಿಸಿದ್ದಾರೆ. (54, 1026, 379, 1149)
sidebar-article (54, 621, 379, 773)
aidso-headline-box (406, 2042, 917, 2068)
section-rule (406, 2036, 917, 2038)
kampli-headline: ಎಸ್‍ಡಿಆರ್‍ಎಫ್ ಕಂಪ್ಲಿ ತಾಲ್ಲೂಕು ಯೋಜನಾಧಿಕಾರಿ ಹಾಲಪ್ಪಗೆ ಬೀಳ್ಕೊಡುಗೆ (1184, 508, 1438, 543)
masthead-rule (30, 95, 1453, 98)
issue-date: ಗುರುವಾರ 24 ಏಪ್ರಿಲ್ 2025 (45, 48, 339, 80)
aidso-emblem-icon (595, 2081, 731, 2165)
sidebar-article (54, 164, 379, 426)
section-rule (406, 497, 1453, 498)
suci-leader-photo (1105, 2028, 1265, 2144)
aidso-headline: ಕಾಶ್ಮೀರದಲ್ಲಿ ನಾಗರಿಕರ ಮೇಲೆ ನಡೆದ ಭಯೋತ್ಪಾದಕ ದಾಳಿ; ಎಐಡಿಎಸ್‍ಓ ಖಂಡನೆ (495, 2047, 828, 2063)
